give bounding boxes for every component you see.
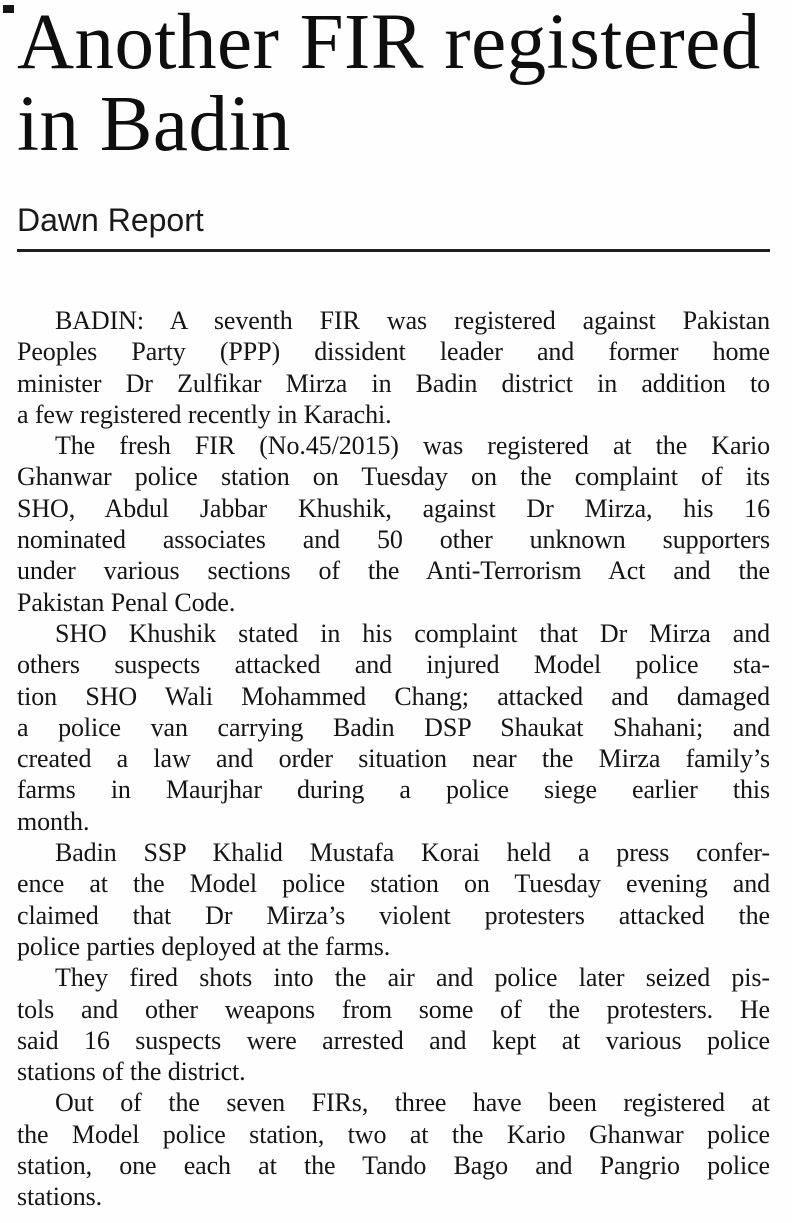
- body-line: others suspects attacked and injured Model police sta-: [17, 650, 770, 680]
- body-line: claimed that Dr Mirza’s violent protesters attacked the: [17, 900, 770, 930]
- headline-line: Another FIR registered: [17, 0, 761, 86]
- body-line: tols and other weapons from some of the protesters. He: [17, 994, 770, 1024]
- article-body: [17, 305, 770, 1213]
- body-line: The fresh FIR (No.45/2015) was registered at the Kario: [55, 431, 770, 461]
- body-line: stations.: [17, 1182, 103, 1212]
- body-line: SHO, Abdul Jabbar Khushik, against Dr Mirza, his 16: [17, 493, 770, 523]
- paragraph: [17, 962, 770, 1087]
- paragraph: [17, 837, 770, 962]
- body-line: farms in Maurjhar during a police siege earlier this: [17, 775, 770, 805]
- headline-line: in Badin: [17, 81, 291, 168]
- body-line: BADIN: A seventh FIR was registered against Pakistan: [55, 306, 770, 335]
- body-line: a police van carrying Badin DSP Shaukat Shahani; and: [17, 712, 770, 742]
- body-line: month.: [17, 806, 90, 836]
- byline: Dawn Report: [17, 202, 204, 238]
- paragraph: [17, 305, 770, 430]
- body-line: Badin SSP Khalid Mustafa Korai held a press confer-: [55, 838, 770, 868]
- body-line: Peoples Party (PPP) dissident leader and former home: [17, 337, 770, 367]
- body-line: the Model police station, two at the Kario Ghanwar police: [17, 1119, 770, 1149]
- body-line: minister Dr Zulfikar Mirza in Badin district in addition to: [17, 368, 770, 398]
- paragraph: [17, 430, 770, 618]
- body-line: stations of the district.: [17, 1057, 246, 1087]
- body-line: ence at the Model police station on Tuesday evening and: [17, 869, 770, 899]
- paragraph: [17, 1087, 770, 1212]
- body-line: Pakistan Penal Code.: [17, 587, 236, 617]
- body-line: said 16 suspects were arrested and kept at various police: [17, 1025, 770, 1055]
- body-line: tion SHO Wali Mohammed Chang; attacked and damaged: [17, 681, 770, 711]
- body-line: police parties deployed at the farms.: [17, 931, 391, 961]
- body-line: station, one each at the Tando Bago and Pangrio police: [17, 1151, 770, 1181]
- body-line: nominated associates and 50 other unknown supporters: [17, 525, 770, 555]
- scan-artifact-mark: [3, 5, 14, 13]
- body-line: Ghanwar police station on Tuesday on the complaint of its: [17, 462, 770, 492]
- body-line: SHO Khushik stated in his complaint that Dr Mirza and: [55, 618, 770, 648]
- body-line: They fired shots into the air and police later seized pis-: [55, 963, 770, 993]
- headline: [17, 2, 770, 166]
- paragraph: [17, 618, 770, 837]
- body-line: under various sections of the Anti-Terrorism Act and the: [17, 556, 770, 586]
- body-line: created a law and order situation near the Mirza family’s: [17, 744, 770, 774]
- body-line: a few registered recently in Karachi.: [17, 399, 392, 429]
- divider-rule: [17, 249, 770, 252]
- body-line: Out of the seven FIRs, three have been registered at: [55, 1088, 770, 1118]
